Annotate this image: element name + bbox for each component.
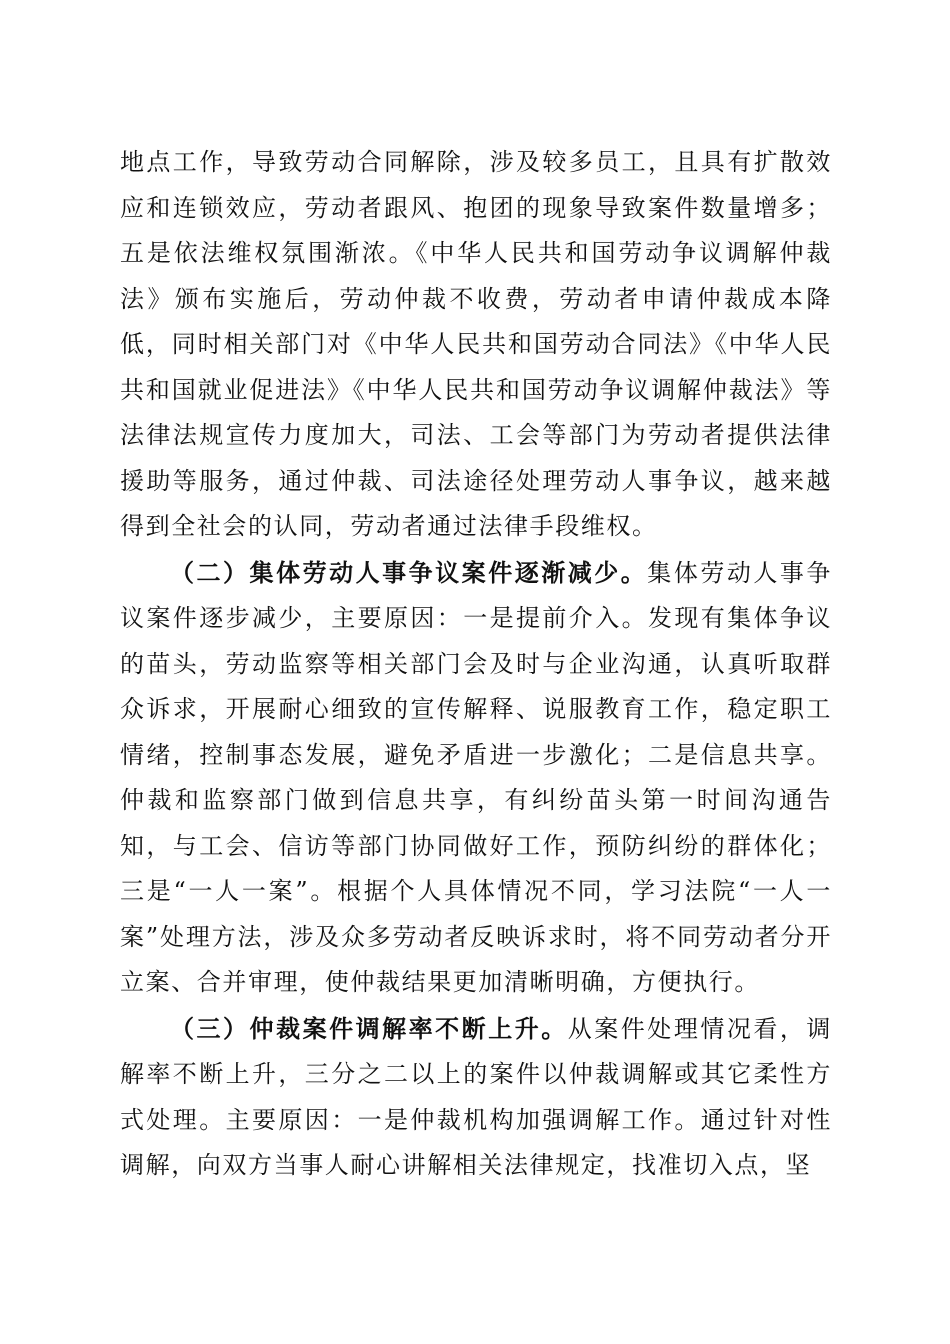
paragraph-text: 集体劳动人事争议案件逐步减少，主要原因：一是提前介入。发现有集体争议的苗头，劳动监察等相关部门会及时与企业沟通，认真听取群众诉求，开展耐心细致的宣传解释、说服教育工作，稳定职工情绪，控制事态发展，避免矛盾进一步激化；二是信息共享。仲裁和监察部门做到信息共享，有纠纷苗头第一时间沟通告知，与工会、信访等部门协同做好工作，预防纠纷的群体化；三是“一人一案”。根据个人具体情况不同，学习法院“一人一案”处理方法，涉及众多劳动者反映诉求时，将不同劳动者分开立案、合并审理，使仲裁结果更加清晰明确，方便执行。 [120, 558, 832, 996]
paragraph-text: 从案件处理情况看，调解率不断上升，三分之二以上的案件以仲裁调解或其它柔性方式处理。主要原因：一是仲裁机构加强调解工作。通过针对性调解，向双方当事人耐心讲解相关法律规定，找准切入点，坚 [120, 1014, 832, 1179]
paragraph-text: 地点工作，导致劳动合同解除，涉及较多员工，且具有扩散效应和连锁效应，劳动者跟风、抱团的现象导致案件数量增多；五是依法维权氛围渐浓。《中华人民共和国劳动争议调解仲裁法》颁布实施后，劳动仲裁不收费，劳动者申请仲裁成本降低，同时相关部门对《中华人民共和国劳动合同法》《中华人民共和国就业促进法》《中华人民共和国劳动争议调解仲裁法》等法律法规宣传力度加大，司法、工会等部门为劳动者提供法律援助等服务，通过仲裁、司法途径处理劳动人事争议，越来越得到全社会的认同，劳动者通过法律手段维权。 [120, 148, 832, 540]
section-heading: （三）仲裁案件调解率不断上升。 [170, 1013, 568, 1043]
section-heading: （二）集体劳动人事争议案件逐渐减少。 [170, 557, 648, 587]
paragraph-mediation-rate [120, 1006, 832, 1189]
document-body [120, 140, 832, 1189]
paragraph-continuation [120, 140, 832, 550]
paragraph-collective-disputes [120, 550, 832, 1006]
